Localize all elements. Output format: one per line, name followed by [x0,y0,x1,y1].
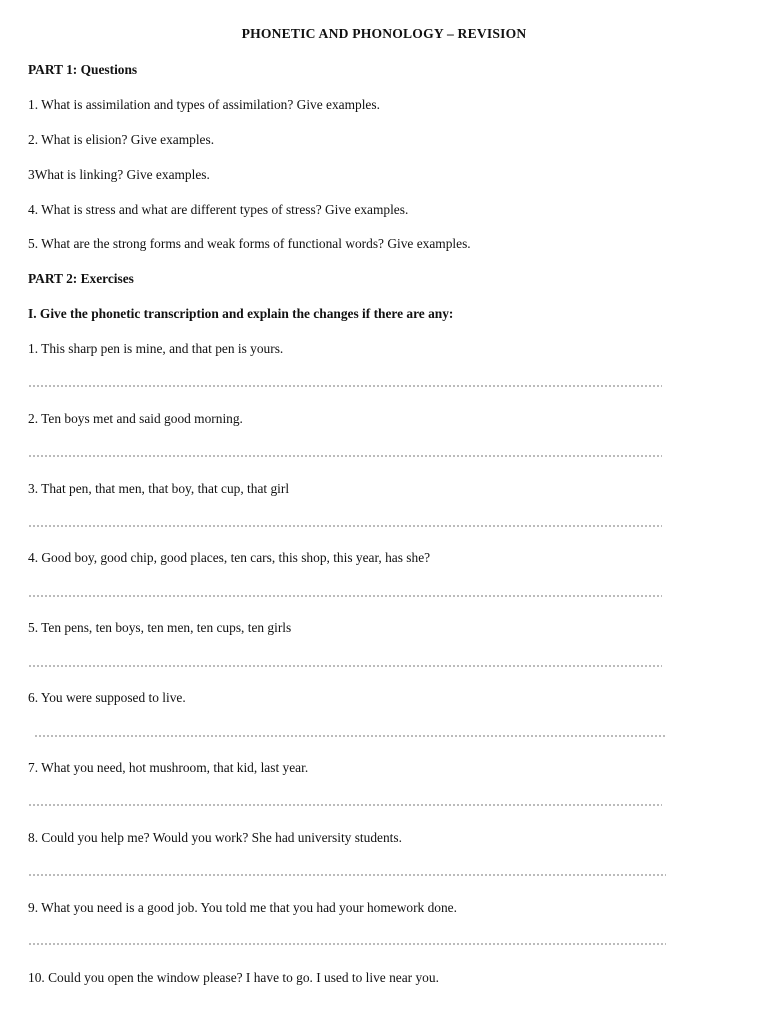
answer-line-2 [28,455,662,457]
answer-line-8 [28,874,666,876]
exercise-7: 7. What you need, hot mushroom, that kid, last year. [28,760,309,775]
exercise-5: 5. Ten pens, ten boys, ten men, ten cups, ten girls [28,620,292,635]
exercise-2: 2. Ten boys met and said good morning. [28,411,243,426]
question-5: 5. What are the strong forms and weak forms of functional words? Give examples. [28,236,471,251]
exercise-8: 8. Could you help me? Would you work? She had university students. [28,830,402,845]
question-3: 3What is linking? Give examples. [28,167,210,182]
exercise-4: 4. Good boy, good chip, good places, ten cars, this shop, this year, has she? [28,550,431,565]
answer-line-4 [28,595,662,597]
page-title: PHONETIC AND PHONOLOGY – REVISION [241,26,527,41]
exercise-6: 6. You were supposed to live. [28,690,186,705]
answer-line-3 [28,525,662,527]
answer-line-5 [28,665,662,667]
part1-heading: PART 1: Questions [28,62,138,77]
answer-line-7 [28,804,662,806]
question-4: 4. What is stress and what are different types of stress? Give examples. [28,202,409,217]
answer-line-1 [28,385,662,387]
exercise-1: 1. This sharp pen is mine, and that pen is yours. [28,341,284,356]
question-2: 2. What is elision? Give examples. [28,132,215,147]
question-1: 1. What is assimilation and types of assimilation? Give examples. [28,97,380,112]
exercise-9: 9. What you need is a good job. You told me that you had your homework done. [28,900,457,915]
answer-line-6 [34,735,666,737]
exercise-instruction: I. Give the phonetic transcription and explain the changes if there are any: [28,306,454,321]
part2-heading: PART 2: Exercises [28,271,134,286]
exercise-10: 10. Could you open the window please? I have to go. I used to live near you. [28,970,439,985]
exercise-3: 3. That pen, that men, that boy, that cup, that girl [28,481,290,496]
answer-line-9 [28,943,666,945]
